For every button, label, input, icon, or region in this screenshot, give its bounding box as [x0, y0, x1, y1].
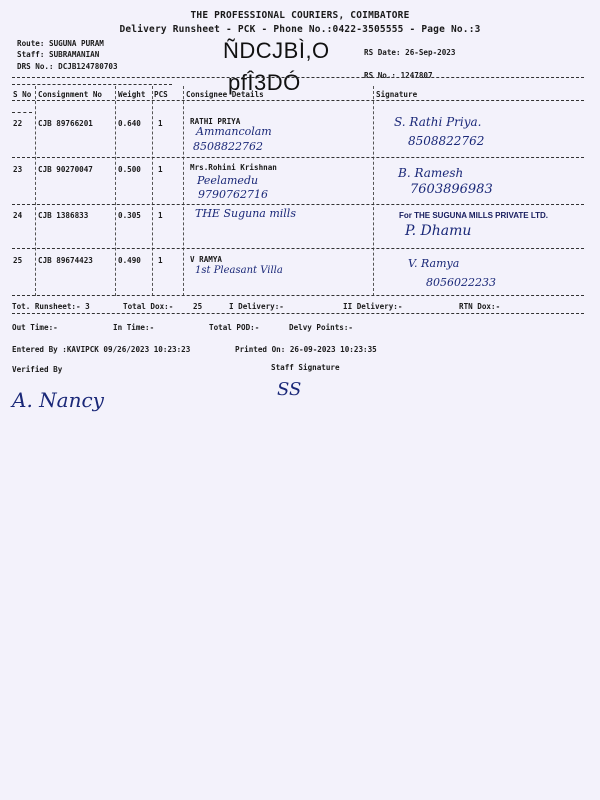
col-header-consignee: Consignee Details — [186, 90, 264, 99]
rule-small — [12, 112, 32, 113]
col-header-pcs: PCS — [154, 90, 168, 99]
signature-name: S. Rathi Priya. — [394, 115, 482, 129]
out-time: Out Time:- — [12, 323, 58, 332]
handwritten-phone: 9790762716 — [198, 188, 268, 201]
col-divider — [115, 86, 116, 296]
summary-rule — [12, 313, 584, 314]
staff-signature: SS — [277, 379, 302, 400]
rs-number: RS No.: 1247807 — [364, 71, 433, 80]
col-header-sno: S No — [13, 90, 32, 99]
barcode-text-line1: ÑDCJBÌ,O — [223, 38, 330, 63]
signature-phone: 8056022233 — [426, 276, 496, 289]
col-header-consignment: Consignment No — [38, 90, 103, 99]
signature-name: V. Ramya — [408, 257, 460, 270]
row-separator — [12, 204, 584, 205]
delvy-points: Delvy Points:- — [289, 323, 354, 332]
row-sno: 24 — [13, 211, 23, 220]
staff-label: Staff: SUBRAMANIAN — [17, 50, 100, 59]
signature-name: B. Ramesh — [398, 166, 464, 180]
row-consignment: CJB 89766201 — [38, 119, 93, 128]
row-consignment: CJB 1386833 — [38, 211, 89, 220]
row-sno: 23 — [13, 165, 23, 174]
rs-date: RS Date: 26-Sep-2023 — [364, 48, 456, 57]
handwritten-address: Ammancolam — [196, 125, 272, 138]
row-sno: 22 — [13, 119, 23, 128]
i-delivery: I Delivery:- — [229, 302, 284, 311]
col-header-signature: Signature — [376, 90, 418, 99]
row-weight: 0.490 — [118, 256, 141, 265]
col-divider — [373, 86, 374, 296]
row-pcs: 1 — [158, 119, 163, 128]
row-consignee: Mrs.Rohini Krishnan — [190, 163, 277, 172]
drs-number: DRS No.: DCJB124780703 — [17, 62, 118, 71]
col-divider — [35, 86, 36, 296]
tot-runsheet: Tot. Runsheet:- 3 — [12, 302, 90, 311]
verifier-signature: A. Nancy — [12, 388, 104, 412]
route-label: Route: SUGUNA PURAM — [17, 39, 104, 48]
handwritten-address: Peelamedu — [197, 174, 259, 187]
rule-top — [12, 77, 584, 78]
row-weight: 0.305 — [118, 211, 141, 220]
col-divider — [183, 86, 184, 296]
signature-name: P. Dhamu — [405, 223, 472, 239]
handwritten-company: THE Suguna mills — [195, 207, 296, 220]
verified-by-label: Verified By — [12, 365, 63, 374]
col-header-weight: Weight — [118, 90, 146, 99]
signature-phone: 8508822762 — [408, 134, 485, 148]
in-time: In Time:- — [113, 323, 155, 332]
row-consignment: CJB 90270047 — [38, 165, 93, 174]
runsheet-subtitle: Delivery Runsheet - PCK - Phone No.:0422-3505555 - Page No.:3 — [119, 24, 481, 35]
table-bottom-rule — [12, 295, 584, 296]
row-pcs: 1 — [158, 165, 163, 174]
barcode-text-line2: pfÎ3DÓ — [228, 70, 301, 95]
handwritten-phone: 8508822762 — [193, 140, 263, 153]
row-consignee: RATHI PRIYA — [190, 117, 241, 126]
rtn-dox: RTN Dox:- — [459, 302, 501, 311]
handwritten-address: 1st Pleasant Villa — [195, 265, 283, 276]
entered-by: Entered By :KAVIPCK 09/26/2023 10:23:23 — [12, 345, 191, 354]
row-weight: 0.500 — [118, 165, 141, 174]
rule-top-short — [12, 84, 172, 85]
total-pod: Total POD:- — [209, 323, 260, 332]
rule-header-bottom — [12, 100, 584, 101]
staff-signature-label: Staff Signature — [271, 363, 340, 372]
company-title: THE PROFESSIONAL COURIERS, COIMBATORE — [190, 10, 410, 21]
signature-phone: 7603896983 — [410, 182, 493, 197]
row-separator — [12, 248, 584, 249]
row-separator — [12, 157, 584, 158]
row-pcs: 1 — [158, 211, 163, 220]
company-stamp: For THE SUGUNA MILLS PRIVATE LTD. — [399, 211, 549, 220]
row-sno: 25 — [13, 256, 23, 265]
printed-on: Printed On: 26-09-2023 10:23:35 — [235, 345, 377, 354]
row-weight: 0.640 — [118, 119, 141, 128]
row-consignment: CJB 89674423 — [38, 256, 93, 265]
total-dox-label: Total Dox:- — [123, 302, 174, 311]
row-pcs: 1 — [158, 256, 163, 265]
row-consignee: V RAMYA — [190, 255, 223, 264]
col-divider — [152, 86, 153, 296]
ii-delivery: II Delivery:- — [343, 302, 403, 311]
total-dox-value: 25 — [193, 302, 203, 311]
